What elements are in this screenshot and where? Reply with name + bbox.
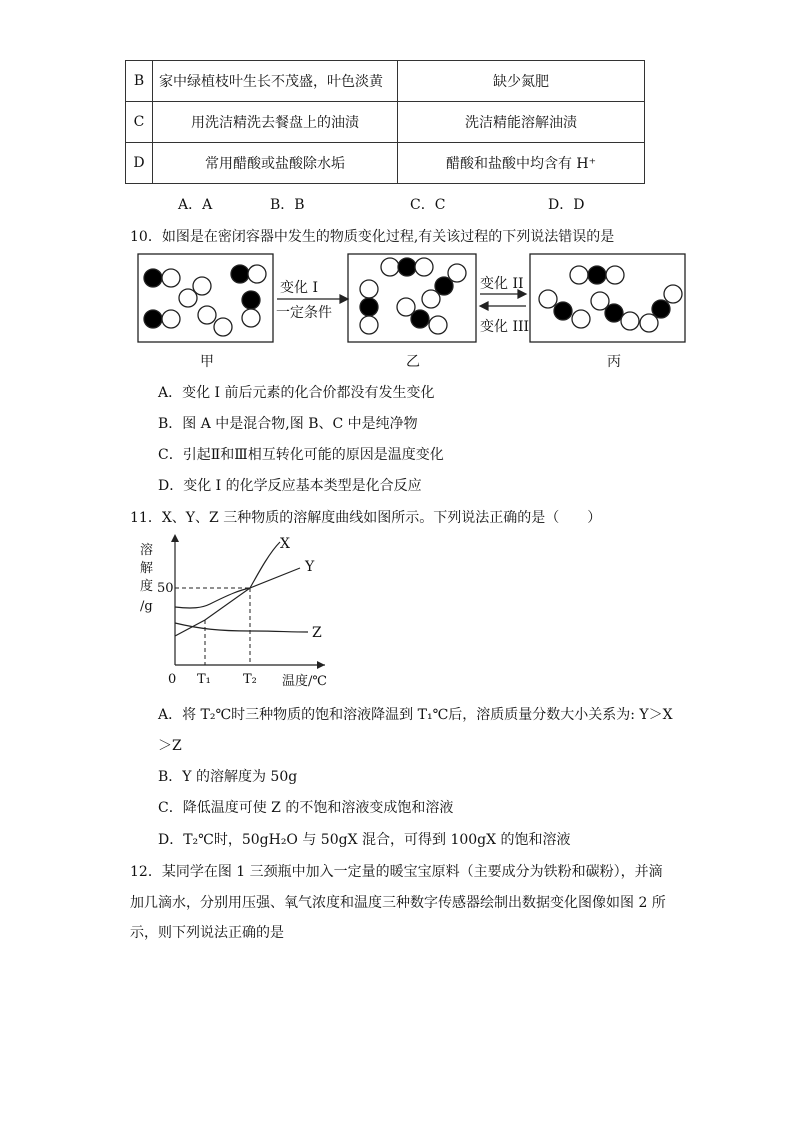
q11-option-b[interactable]: B．Y 的溶解度为 50g xyxy=(158,769,298,785)
q9-option-d[interactable]: D．D xyxy=(548,197,585,213)
black-atom xyxy=(144,269,162,287)
q10-option-a[interactable]: A．变化 I 前后元素的化合价都没有发生变化 xyxy=(158,385,435,401)
arrow1-bottom-label: 一定条件 xyxy=(276,305,332,321)
white-atom xyxy=(214,318,232,336)
white-atom xyxy=(664,285,682,303)
arrow1-top-label: 变化 I xyxy=(280,280,318,296)
x-tick-t2: T₂ xyxy=(243,672,257,687)
x-axis-label: 温度/℃ xyxy=(282,674,327,689)
black-atom xyxy=(398,258,416,276)
y-axis-arrow xyxy=(171,534,179,542)
white-atom xyxy=(429,316,447,334)
row-key: C xyxy=(126,102,153,143)
white-atom xyxy=(606,266,624,284)
box-label-jia: 甲 xyxy=(200,354,214,370)
q9-option-c[interactable]: C．C xyxy=(410,197,446,213)
black-atom xyxy=(360,298,378,316)
black-atom xyxy=(554,302,572,320)
black-atom xyxy=(144,310,162,328)
white-atom xyxy=(539,290,557,308)
q9-option-a[interactable]: A．A xyxy=(178,197,213,213)
black-atom xyxy=(231,265,249,283)
row-explanation: 缺少氮肥 xyxy=(398,61,645,102)
y-label-4: /g xyxy=(140,599,153,614)
y-tick-50: 50 xyxy=(157,581,174,596)
white-atom xyxy=(415,258,433,276)
y-label-1: 溶 xyxy=(140,543,154,558)
white-atom xyxy=(179,289,197,307)
black-atom xyxy=(242,291,260,309)
q11-option-d[interactable]: D．T₂℃时，50gH₂O 与 50gX 混合，可得到 100gX 的饱和溶液 xyxy=(158,832,571,848)
q11-option-a-cont: ＞Z xyxy=(158,738,182,754)
row-key: B xyxy=(126,61,153,102)
y-label-2: 解 xyxy=(140,561,154,576)
q12-line-3: 示，则下列说法正确的是 xyxy=(130,925,284,941)
arrow2-bottom-label: 变化 III xyxy=(480,319,530,335)
table-row xyxy=(126,102,645,143)
q9-table xyxy=(125,60,645,184)
black-atom xyxy=(652,300,670,318)
table-row xyxy=(126,61,645,102)
q10-particle-diagram xyxy=(130,248,690,373)
table-row xyxy=(126,143,645,184)
black-atom xyxy=(588,266,606,284)
row-fact: 家中绿植枝叶生长不茂盛，叶色淡黄 xyxy=(153,61,398,102)
white-atom xyxy=(572,310,590,328)
curve-label-x: X xyxy=(280,536,290,552)
box-label-yi: 乙 xyxy=(406,354,420,370)
curve-z xyxy=(175,623,308,632)
white-atom xyxy=(448,264,466,282)
q12-line-2: 加几滴水，分别用压强、氧气浓度和温度三种数字传感器绘制出数据变化图像如图 2 所 xyxy=(130,895,666,911)
q10-option-c[interactable]: C．引起Ⅱ和Ⅲ相互转化可能的原因是温度变化 xyxy=(158,447,444,463)
q12-line-1: 12．某同学在图 1 三颈瓶中加入一定量的暖宝宝原料（主要成分为铁粉和碳粉），并滴 xyxy=(130,864,663,880)
white-atom xyxy=(570,266,588,284)
solubility-chart xyxy=(130,530,350,695)
row-explanation: 洗洁精能溶解油渍 xyxy=(398,102,645,143)
row-key: D xyxy=(126,143,153,184)
row-fact: 常用醋酸或盐酸除水垢 xyxy=(153,143,398,184)
row-fact: 用洗洁精洗去餐盘上的油渍 xyxy=(153,102,398,143)
white-atom xyxy=(360,316,378,334)
white-atom xyxy=(242,309,260,327)
q11-option-c[interactable]: C．降低温度可使 Z 的不饱和溶液变成饱和溶液 xyxy=(158,800,454,816)
white-atom xyxy=(621,312,639,330)
curve-x xyxy=(175,542,280,608)
black-atom xyxy=(605,304,623,322)
x-axis-arrow xyxy=(317,661,325,669)
y-label-3: 度 xyxy=(140,579,154,594)
q11-stem: 11．X、Y、Z 三种物质的溶解度曲线如图所示。下列说法正确的是（ ） xyxy=(130,510,602,526)
q10-stem: 10．如图是在密闭容器中发生的物质变化过程,有关该过程的下列说法错误的是 xyxy=(130,229,615,245)
q9-option-b[interactable]: B．B xyxy=(270,197,305,213)
white-atom xyxy=(198,306,216,324)
arrow2-top-label: 变化 II xyxy=(480,276,524,292)
white-atom xyxy=(381,258,399,276)
curve-label-y: Y xyxy=(305,559,315,575)
box-label-bing: 丙 xyxy=(607,354,621,370)
white-atom xyxy=(162,269,180,287)
curve-label-z: Z xyxy=(312,625,322,641)
origin-label: 0 xyxy=(168,672,177,687)
white-atom xyxy=(248,265,266,283)
white-atom xyxy=(360,280,378,298)
q10-option-b[interactable]: B．图 A 中是混合物,图 B、C 中是纯净物 xyxy=(158,416,418,432)
x-tick-t1: T₁ xyxy=(197,672,211,687)
row-explanation: 醋酸和盐酸中均含有 H⁺ xyxy=(398,143,645,184)
q11-option-a[interactable]: A．将 T₂℃时三种物质的饱和溶液降温到 T₁℃后，溶质质量分数大小关系为: Y＞X xyxy=(158,707,673,723)
curve-y xyxy=(175,568,300,636)
white-atom xyxy=(162,310,180,328)
q10-option-d[interactable]: D．变化 I 的化学反应基本类型是化合反应 xyxy=(158,478,422,494)
black-atom xyxy=(411,310,429,328)
